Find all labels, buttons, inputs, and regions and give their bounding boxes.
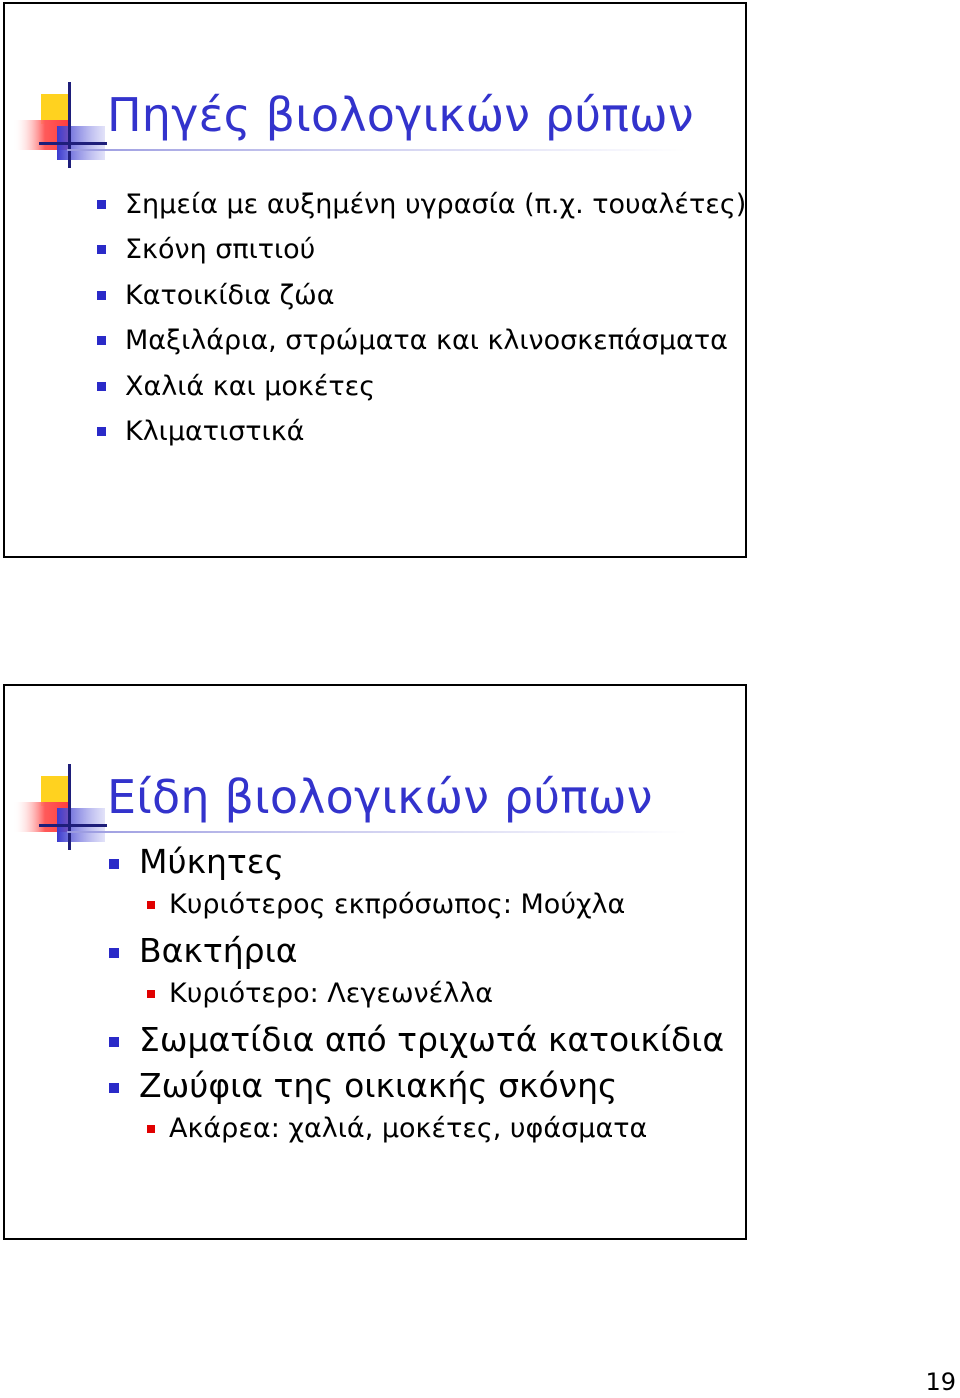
list-item-text: Μύκητες [139,842,285,881]
list-item [97,364,746,409]
slide-title: Πηγές βιολογικών ρύπων [107,88,694,142]
list-item [97,318,746,363]
list-item [97,409,746,454]
bullet-square-icon [109,1083,119,1093]
bullet-square-icon [97,245,106,254]
page-number: 19 [925,1368,956,1396]
sub-bullet-square-icon [147,1125,155,1133]
bullet-square-icon [109,859,119,869]
sub-list-item-text: Κυριότερος εκπρόσωπος: Μούχλα [169,889,626,920]
sub-list-item-text: Κυριότερο: Λεγεωνέλλα [169,978,493,1009]
list-item-text: Σημεία με αυξημένη υγρασία (π.χ. τουαλέτες) [125,189,747,220]
list-item-text: Κατοικίδια ζώα [125,279,335,311]
list-item [97,182,746,227]
sub-bullet-square-icon [147,901,155,909]
list-item [97,273,746,318]
list-item-text: Κλιματιστικά [125,416,305,448]
list-item-text: Βακτήρια [139,931,298,970]
bullet-list [97,182,746,454]
sub-list-item-text: Ακάρεα: χαλιά, μοκέτες, υφάσματα [169,1113,648,1144]
list-item [109,840,724,884]
sub-list-item [109,972,724,1016]
list-item [109,1018,724,1062]
list-item-text: Μαξιλάρια, στρώματα και κλινοσκεπάσματα [125,325,728,357]
sub-bullet-square-icon [147,990,155,998]
bullet-square-icon [97,291,106,300]
bullet-list [109,838,724,1151]
sub-list-item [109,1107,724,1151]
list-item [97,227,746,272]
bullet-square-icon [97,382,106,391]
slide-logo-icon [13,80,113,172]
bullet-square-icon [109,948,119,958]
title-divider [67,831,687,833]
list-item [109,929,724,973]
list-item-text: Ζωύφια της οικιακής σκόνης [139,1066,618,1105]
list-item-text: Χαλιά και μοκέτες [125,370,376,402]
bullet-square-icon [97,336,106,345]
list-item [109,1064,724,1108]
title-divider [67,149,687,151]
slide-logo-icon [13,762,113,854]
bullet-square-icon [97,427,106,436]
sub-list-item [109,883,724,927]
slide-title: Είδη βιολογικών ρύπων [107,770,653,824]
list-item-text: Σωματίδια από τριχωτά κατοικίδια [139,1020,725,1059]
slide-1 [3,2,747,558]
bullet-square-icon [97,200,106,209]
list-item-text: Σκόνη σπιτιού [125,234,316,266]
slide-2 [3,684,747,1240]
bullet-square-icon [109,1037,119,1047]
